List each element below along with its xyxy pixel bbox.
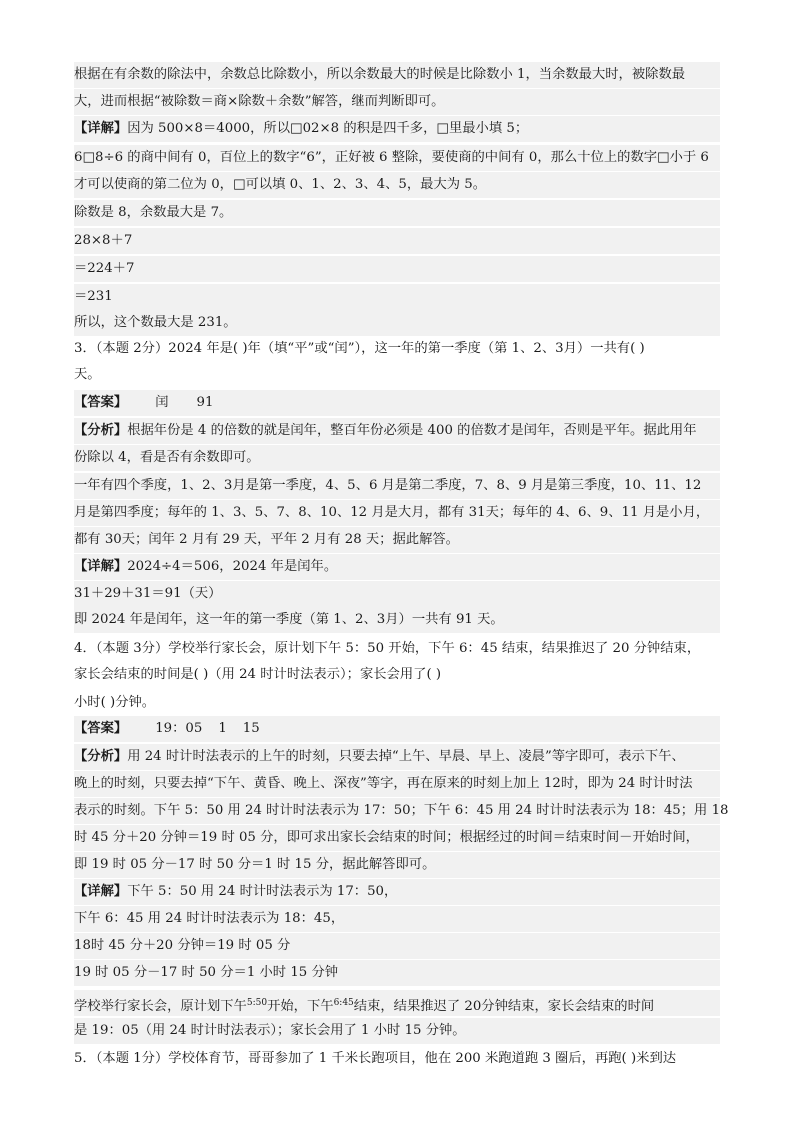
text-line: 学校举行家长会，原计划下午$^{5:50}$开始，下午$^{6:45}$结束，结果推迟了 20分钟结束，家长会结束的时间 [74,990,720,1016]
text-line: 晚上的时刻，只要去掉“下午、黄昏、晚上、深夜”等字，再在原来的时刻上加上 12时，即为 24 时计时法 [74,771,720,797]
end-time: 6:45 [333,998,354,1008]
text-line: ＝224＋7 [74,256,720,282]
text-line: 18时 45 分＋20 分钟＝19 时 05 分 [74,933,720,959]
text-line: ＝231 [74,284,720,310]
text-line: 【分析】根据年份是 4 的倍数的就是闰年，整百年份必须是 400 的倍数才是闰年，否则是平年。据此用年 [74,418,720,444]
answer-tag: 【答案】 [74,395,128,410]
text-line: 19 时 05 分－17 时 50 分＝1 小时 15 分钟 [74,960,720,986]
text-line: 都有 30天；闰年 2 月有 29 天，平年 2 月有 28 天；据此解答。 [74,527,720,553]
text-line: 【详解】2024÷4＝506，2024 年是闰年。 [74,554,720,580]
detail-tag: 【详解】 [74,884,128,899]
text-line: 份除以 4，看是否有余数即可。 [74,445,720,471]
text-line: 表示的时刻。下午 5：50 用 24 时计时法表示为 17：50；下午 6：45 用 24 时计时法表示为 18：45；用 18 [74,798,720,824]
analysis-tag: 【分析】 [74,749,128,764]
question-4-cont: 小时( )分钟。 [74,695,156,710]
text-line: 即 19 时 05 分－17 时 50 分＝1 时 15 分，据此解答即可。 [74,852,720,878]
analysis-tag: 【分析】 [74,423,128,438]
question-3-cont: 天。 [74,367,101,382]
question-3: 3．（本题 2分）2024 年是( )年（填“平”或“闰”），这一年的第一季度（第 1、2、3月）一共有( ) [74,341,645,356]
text-line: 月是第四季度；每年的 1、3、5、7、8、10、12 月是大月，都有 31天；每年的 4、6、9、11 月是小月， [74,500,720,526]
start-time: 5:50 [246,998,268,1008]
detail-tag: 【详解】 [74,559,128,574]
answer-tag: 【答案】 [74,721,128,736]
question-4: 4．（本题 3分）学校举行家长会，原计划下午 5：50 开始，下午 6：45 结束，结果推迟了 20 分钟结束， [74,641,701,656]
text-line: 大，进而根据“被除数＝商×除数＋余数”解答，继而判断即可。 [74,89,720,115]
text-line: 【分析】用 24 时计时法表示的上午的时刻，只要去掉“上午、早晨、早上、凌晨”等字即可，表示下午、 [74,744,720,770]
text-line: 才可以使商的第二位为 0，□可以填 0、1、2、3、4、5，最大为 5。 [74,172,720,198]
answer-line: 【答案】 闰 91 [74,390,720,416]
text-line: 31＋29＋31＝91（天） [74,581,720,607]
answer-line: 【答案】 19：05 1 15 [74,716,720,742]
text-line: 根据在有余数的除法中，余数总比除数小，所以余数最大的时候是比除数小 1，当余数最大时，被除数最 [74,62,720,88]
text-line: 除数是 8，余数最大是 7。 [74,200,720,226]
text-line: 一年有四个季度，1、2、3月是第一季度，4、5、6 月是第二季度，7、8、9 月是第三季度，10、11、12 [74,473,720,499]
text-line: 时 45 分＋20 分钟＝19 时 05 分，即可求出家长会结束的时间；根据经过的时间＝结束时间－开始时间， [74,825,720,851]
question-5: 5．（本题 1分）学校体育节，哥哥参加了 1 千米长跑项目，他在 200 米跑道跑 3 圈后，再跑( )米到达 [74,1051,677,1066]
question-4-cont: 家长会结束的时间是( )（用 24 时计时法表示）；家长会用了( ) [74,667,442,682]
detail-tag: 【详解】 [74,121,128,136]
text-line: 【详解】因为 500×8＝4000，所以□02×8 的积是四千多，□里最小填 5； [74,116,720,142]
text-line: 28×8＋7 [74,228,720,254]
text-line: 所以，这个数最大是 231。 [74,310,720,336]
text-line: 下午 6：45 用 24 时计时法表示为 18：45， [74,906,720,932]
text-line: 是 19：05（用 24 时计时法表示）；家长会用了 1 小时 15 分钟。 [74,1018,720,1044]
text-line: 【详解】下午 5：50 用 24 时计时法表示为 17：50， [74,879,720,905]
text-line: 即 2024 年是闰年，这一年的第一季度（第 1、2、3月）一共有 91 天。 [74,607,720,633]
text-line: 6□8÷6 的商中间有 0，百位上的数字“6”，正好被 6 整除，要使商的中间有 0，那么十位上的数字□小于 6 [74,145,720,171]
